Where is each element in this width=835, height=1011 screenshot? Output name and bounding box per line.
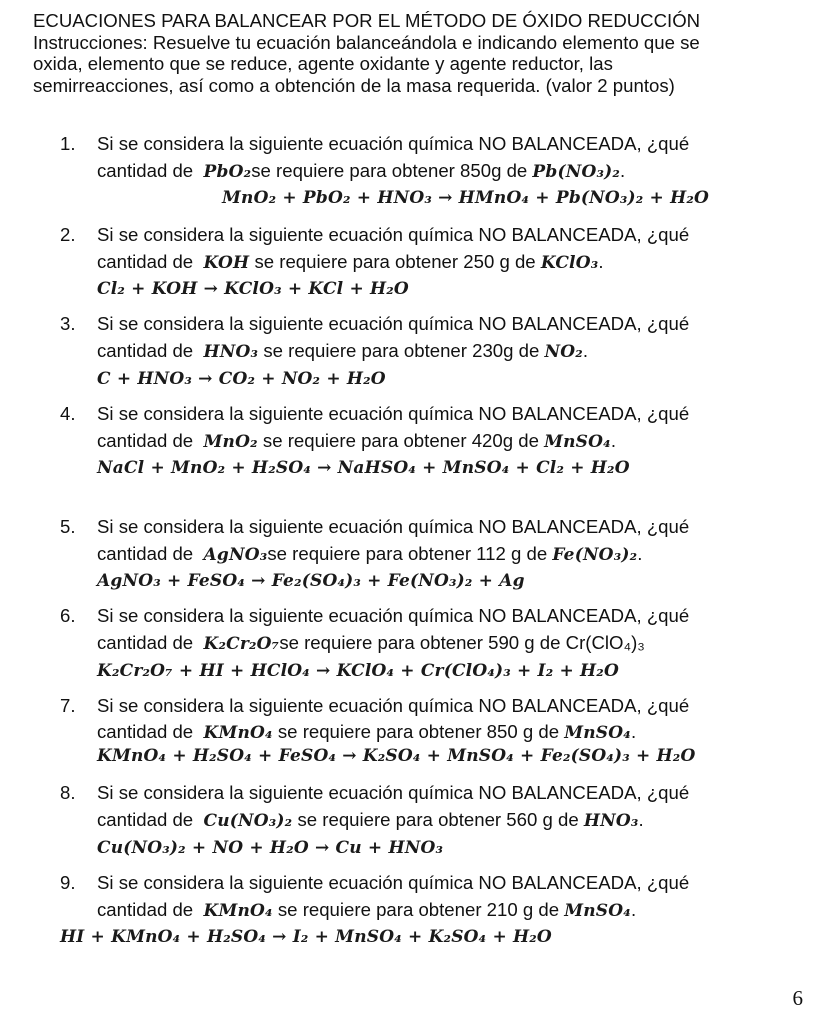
prompt-mid: se requiere para obtener	[257, 430, 472, 451]
instructions-line: Instrucciones: Resuelve tu ecuación balanceándola e indicando elemento que se	[33, 31, 700, 53]
prompt-end: .	[582, 340, 589, 361]
prompt-end: .	[630, 899, 637, 920]
question-number: 2.	[60, 224, 76, 245]
product-formula: MnSO₄	[564, 723, 631, 743]
product-formula: MnSO₄	[564, 901, 631, 921]
prompt-pre: cantidad de	[97, 251, 194, 272]
question-intro: Si se considera la siguiente ecuación química NO BALANCEADA, ¿qué	[97, 872, 690, 893]
reagent-formula: PbO₂	[203, 162, 252, 182]
question-number: 7.	[60, 695, 76, 716]
prompt-mid: se requiere para obtener	[258, 340, 473, 361]
question-number: 4.	[60, 403, 76, 424]
question-intro: Si se considera la siguiente ecuación química NO BALANCEADA, ¿qué	[97, 516, 690, 537]
page-number: 6	[792, 986, 803, 1010]
question-intro: Si se considera la siguiente ecuación química NO BALANCEADA, ¿qué	[97, 782, 690, 803]
product-formula: Fe(NO₃)₂	[552, 545, 638, 565]
question-prompt	[97, 430, 616, 453]
prompt-pre: cantidad de	[97, 899, 194, 920]
product-formula: MnSO₄	[544, 432, 611, 452]
prompt-pre: cantidad de	[97, 809, 194, 830]
question-prompt	[97, 809, 644, 832]
equation-4: NaCl + MnO₂ + H₂SO₄ → NaHSO₄ + MnSO₄ + Cl₂ + H₂O	[97, 458, 630, 478]
question-number: 3.	[60, 313, 76, 334]
reagent-formula: KOH	[203, 253, 250, 273]
prompt-amount: 420g de	[471, 430, 545, 451]
question-prompt	[97, 251, 604, 274]
question-prompt	[97, 340, 588, 363]
prompt-pre: cantidad de	[97, 721, 194, 742]
question-number: 1.	[60, 133, 76, 154]
prompt-end: .	[638, 809, 644, 830]
equation-1: MnO₂ + PbO₂ + HNO₃ → HMnO₄ + Pb(NO₃)₂ + H₂O	[222, 188, 710, 208]
prompt-mid: se requiere para obtener 250 g de	[249, 251, 541, 272]
instructions-header	[33, 10, 823, 96]
question-intro: Si se considera la siguiente ecuación química NO BALANCEADA, ¿qué	[97, 605, 690, 626]
equation-7: KMnO₄ + H₂SO₄ + FeSO₄ → K₂SO₄ + MnSO₄ + Fe₂(SO₄)₃ + H₂O	[97, 746, 696, 766]
reagent-formula: KMnO₄	[203, 723, 273, 743]
prompt-end: .	[610, 430, 616, 451]
prompt-pre: cantidad de	[97, 543, 194, 564]
prompt-mid: se requiere para obtener 210 g de	[272, 899, 565, 920]
product-formula: NO₂	[544, 342, 583, 362]
question-prompt	[97, 543, 642, 566]
product-formula: HNO₃	[583, 811, 639, 831]
question-prompt	[97, 721, 636, 744]
reagent-formula: Cu(NO₃)₂	[203, 811, 293, 831]
equation-5: AgNO₃ + FeSO₄ → Fe₂(SO₄)₃ + Fe(NO₃)₂ + Ag	[97, 571, 525, 591]
reagent-formula: HNO₃	[203, 342, 259, 362]
prompt-mid: se requiere para obtener	[251, 160, 455, 181]
product-formula: KClO₃	[540, 253, 599, 273]
equation-3: C + HNO₃ → CO₂ + NO₂ + H₂O	[97, 369, 386, 389]
reagent-formula: AgNO₃	[203, 545, 268, 565]
question-number: 8.	[60, 782, 76, 803]
prompt-mid: se requiere para obtener 560 g de	[292, 809, 584, 830]
prompt-end: .	[637, 543, 643, 564]
question-prompt	[97, 632, 645, 655]
question-number: 6.	[60, 605, 76, 626]
reagent-formula: K₂Cr₂O₇	[203, 634, 280, 654]
question-intro: Si se considera la siguiente ecuación química NO BALANCEADA, ¿qué	[97, 403, 690, 424]
question-intro: Si se considera la siguiente ecuación química NO BALANCEADA, ¿qué	[97, 695, 690, 716]
question-number: 5.	[60, 516, 76, 537]
question-intro: Si se considera la siguiente ecuación química NO BALANCEADA, ¿qué	[97, 133, 690, 154]
prompt-mid: se requiere para obtener 112 g de	[267, 543, 553, 564]
prompt-pre: cantidad de	[97, 160, 194, 181]
prompt-end: .	[620, 160, 626, 181]
prompt-amount: 230g de	[472, 340, 545, 361]
question-number: 9.	[60, 872, 76, 893]
equation-6: K₂Cr₂O₇ + HI + HClO₄ → KClO₄ + Cr(ClO₄)₃ + I₂ + H₂O	[97, 661, 619, 681]
question-prompt	[97, 160, 625, 183]
prompt-end: .	[630, 721, 637, 742]
equation-9: HI + KMnO₄ + H₂SO₄ → I₂ + MnSO₄ + K₂SO₄ + H₂O	[60, 927, 552, 947]
instructions-line: oxida, elemento que se reduce, agente oxidante y agente reductor, las	[33, 53, 613, 74]
prompt-mid: se requiere para obtener 590 g de Cr(ClO₄)₃	[279, 632, 645, 653]
question-intro: Si se considera la siguiente ecuación química NO BALANCEADA, ¿qué	[97, 313, 690, 334]
instructions-line: semirreacciones, así como a obtención de la masa requerida. (valor 2 puntos)	[33, 74, 675, 96]
reagent-formula: KMnO₄	[203, 901, 273, 921]
document-title: ECUACIONES PARA BALANCEAR POR EL MÉTODO DE ÓXIDO REDUCCIÓN	[33, 10, 701, 31]
product-formula: Pb(NO₃)₂	[532, 162, 621, 182]
prompt-amount: 850g de	[454, 160, 533, 181]
prompt-mid: se requiere para obtener 850 g de	[272, 721, 565, 742]
prompt-pre: cantidad de	[97, 340, 194, 361]
question-intro: Si se considera la siguiente ecuación química NO BALANCEADA, ¿qué	[97, 224, 690, 245]
prompt-pre: cantidad de	[97, 632, 194, 653]
equation-8: Cu(NO₃)₂ + NO + H₂O → Cu + HNO₃	[97, 838, 444, 858]
prompt-end: .	[598, 251, 604, 272]
reagent-formula: MnO₂	[203, 432, 258, 452]
equation-2: Cl₂ + KOH → KClO₃ + KCl + H₂O	[97, 279, 409, 299]
prompt-pre: cantidad de	[97, 430, 194, 451]
question-prompt	[97, 899, 636, 922]
